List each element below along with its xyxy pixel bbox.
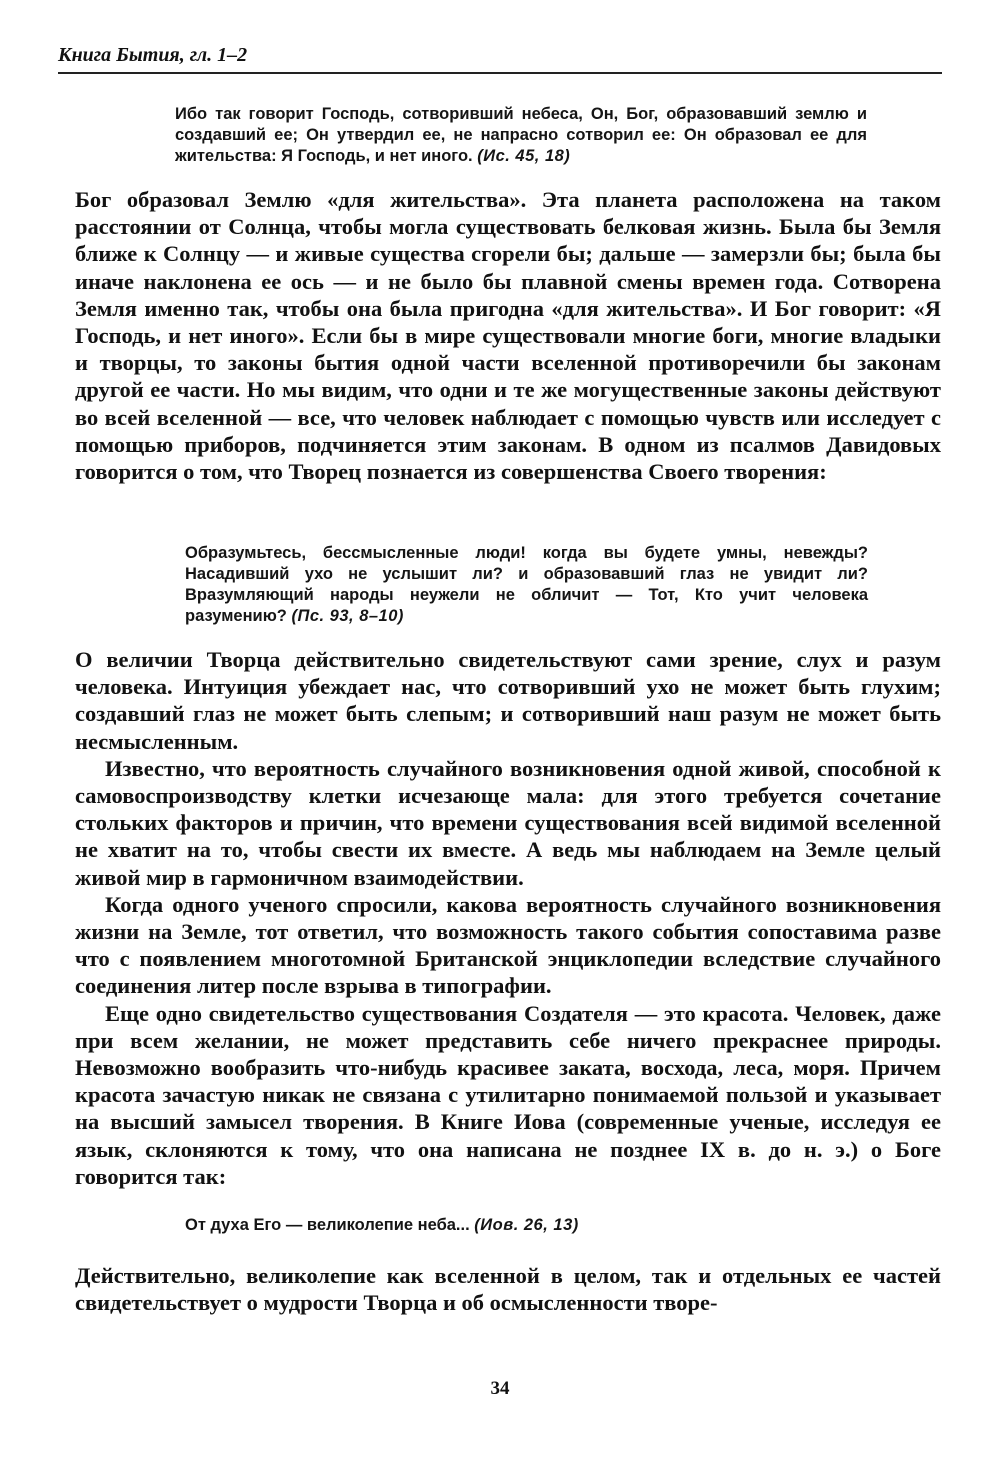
header-rule bbox=[58, 72, 942, 74]
paragraph: О величии Творца действительно свидетельствуют сами зрение, слух и разум человека. Интуиция убеждает нас, что сотворивший ухо не может быть глухим; создавший глаз не может быть слепым; и сотворивший наш разум не может быть несмысленным. bbox=[75, 647, 941, 754]
quote-reference: (Иов. 26, 13) bbox=[474, 1216, 579, 1234]
quote-text: Образумьтесь, бессмысленные люди! когда вы будете умны, невежды? Насадивший ухо не услышит ли? и образовавший глаз не увидит ли? Вразумляющий народы неужели не обличит — Тот, Кто учит человека разумению? bbox=[185, 544, 868, 625]
body-section-3 bbox=[75, 1262, 941, 1316]
body-section-2 bbox=[75, 646, 941, 1190]
quote-text: От духа Его — великолепие неба... bbox=[185, 1216, 470, 1234]
paragraph: Когда одного ученого спросили, какова вероятность случайного возникновения жизни на Земле, тот ответил, что возможность такого события сопоставима разве что с появлением многотомной Британской энциклопедии вследствие случайного соединения литер после взрыва в типографии. bbox=[75, 891, 941, 999]
scripture-quote-job bbox=[185, 1215, 868, 1236]
quote-reference: (Ис. 45, 18) bbox=[477, 147, 571, 165]
body-section-1 bbox=[75, 186, 941, 485]
paragraph: Действительно, великолепие как вселенной в целом, так и отдельных ее частей свидетельствует о мудрости Творца и об осмысленности творе- bbox=[75, 1263, 941, 1316]
quote-text: Ибо так говорит Господь, сотворивший небеса, Он, Бог, образовавший землю и создавший ее; Он утвердил ее, не напрасно сотворил ее: Он образовал ее для жительства: Я Господь, и нет иного. bbox=[175, 105, 867, 165]
paragraph: Бог образовал Землю «для жительства». Эта планета расположена на таком расстоянии от Солнца, чтобы могла существовать белковая жизнь. Была бы Земля ближе к Солнцу — и живые существа сгорели бы; дальше — замерзли бы; была бы иначе наклонена ее ось — и не было бы плавной смены времен года. Сотворена Земля именно так, чтобы она была пригодна «для жительства». И Бог говорит: «Я Господь, и нет иного». Если бы в мире существовали многие боги, многие владыки и творцы, то законы бытия одной части вселенной противоречили бы законам другой ее части. Но мы видим, что одни и те же могущественные законы действуют во всей вселенной — все, что человек наблюдает с помощью чувств или исследует с помощью приборов, подчиняется этим законам. В одном из псалмов Давидовых говорится о том, что Творец познается из совершенства Своего творения: bbox=[75, 187, 941, 485]
page-number: 34 bbox=[490, 1378, 510, 1399]
scripture-quote-psalm bbox=[185, 543, 868, 627]
quote-reference: (Пс. 93, 8–10) bbox=[291, 607, 404, 625]
paragraph: Еще одно свидетельство существования Создателя — это красота. Человек, даже при всем желании, не может представить себе ничего прекраснее природы. Невозможно вообразить что-нибудь красивее заката, восхода, леса, моря. Причем красота зачастую никак не связана с утилитарно понимаемой пользой и указывает на высший замысел творения. В Книге Иова (современные ученые, исследуя ее язык, склоняются к тому, что она написана не позднее IX в. до н. э.) о Боге говорится так: bbox=[75, 1000, 941, 1189]
paragraph: Известно, что вероятность случайного возникновения одной живой, способной к самовоспроизводству клетки исчезающе мала: для этого требуется сочетание стольких факторов и причин, что времени существования всей видимой вселенной не хватит на то, чтобы свести их вместе. А ведь мы наблюдаем на Земле целый живой мир в гармоничном взаимодействии. bbox=[75, 755, 941, 890]
scripture-quote-isaiah bbox=[175, 104, 867, 167]
running-header: Книга Бытия, гл. 1–2 bbox=[58, 44, 248, 66]
